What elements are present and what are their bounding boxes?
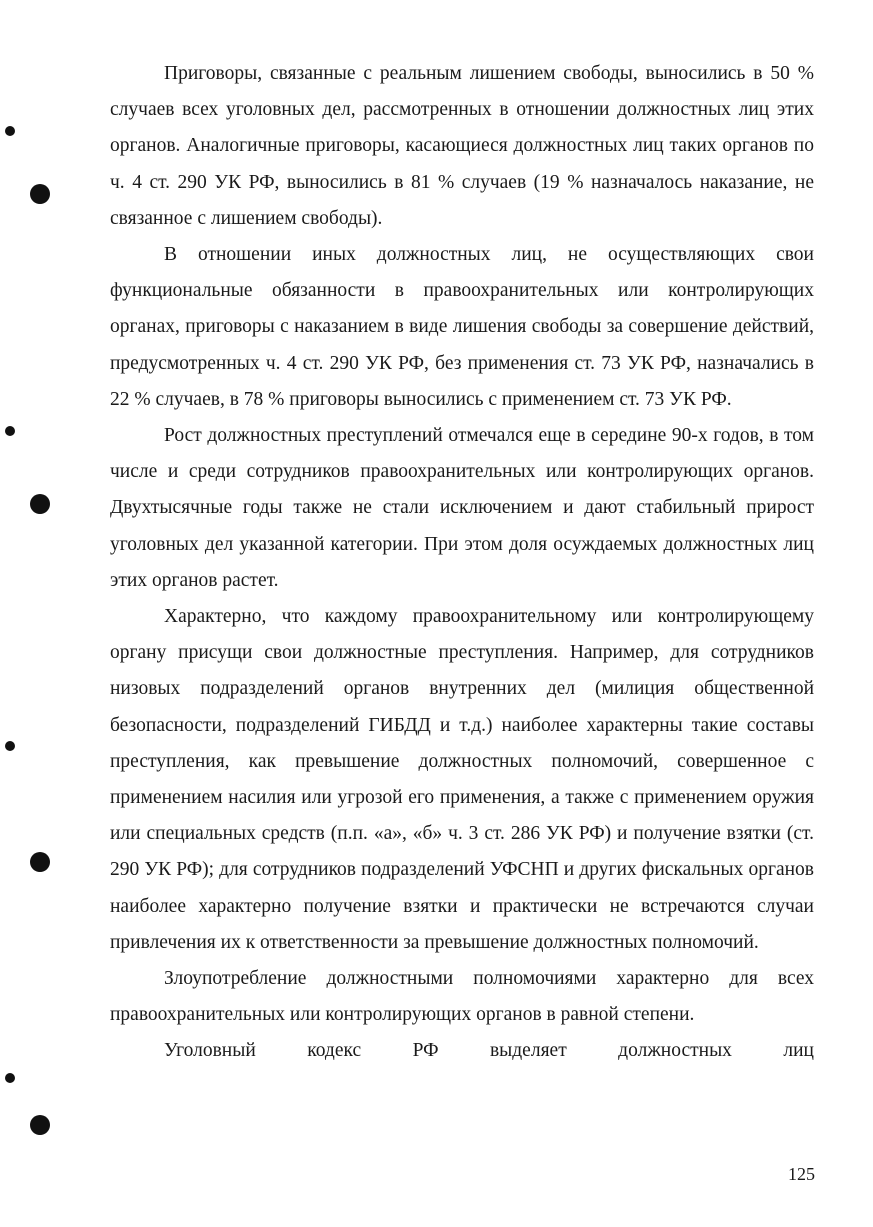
- paragraph-4: Характерно, что каждому правоохранительному или контролирующему органу присущи свои должностные преступления. Например, для сотрудников низовых подразделений органов внутренних дел (милиция общественной безопасности, подразделений ГИБДД и т.д.) наиболее характерны такие составы преступления, как превышение должностных полномочий, совершенное с применением насилия или угрозой его применения, а также с применением оружия или специальных средств (п.п. «а», «б» ч. 3 ст. 286 УК РФ) и получение взятки (ст. 290 УК РФ); для сотрудников подразделений УФСНП и других фискальных органов наиболее характерно получение взятки и практически не встречаются случаи привлечения их к ответственности за превышение должностных полномочий.: [110, 606, 814, 953]
- paragraph-6: Уголовный кодекс РФ выделяет должностных лиц: [164, 1040, 814, 1062]
- body-text: [110, 56, 814, 1070]
- punch-hole-mark: [5, 741, 15, 751]
- paragraph-3: Рост должностных преступлений отмечался еще в середине 90-х годов, в том числе и среди сотрудников правоохранительных или контролирующих органов. Двухтысячные годы также не стали исключением и дают стабильный прирост уголовных дел указанной категории. При этом доля осуждаемых должностных лиц этих органов растет.: [110, 425, 814, 591]
- paragraph-2: В отношении иных должностных лиц, не осуществляющих свои функциональные обязанности в правоохранительных или контролирующих органах, приговоры с наказанием в виде лишения свободы за совершение действий, предусмотренных ч. 4 ст. 290 УК РФ, без применения ст. 73 УК РФ, назначались в 22 % случаев, в 78 % приговоры выносились с применением ст. 73 УК РФ.: [110, 244, 814, 410]
- punch-hole-mark: [30, 852, 50, 872]
- paragraph-5: Злоупотребление должностными полномочиями характерно для всех правоохранительных или контролирующих органов в равной степени.: [110, 968, 814, 1026]
- punch-hole-mark: [30, 184, 50, 204]
- punch-hole-mark: [5, 1073, 15, 1083]
- punch-hole-mark: [30, 494, 50, 514]
- punch-hole-mark: [30, 1115, 50, 1135]
- punch-hole-mark: [5, 426, 15, 436]
- page-number: 125: [788, 1164, 815, 1184]
- paragraph-1: Приговоры, связанные с реальным лишением свободы, выносились в 50 % случаев всех уголовных дел, рассмотренных в отношении должностных лиц этих органов. Аналогичные приговоры, касающиеся должностных лиц таких органов по ч. 4 ст. 290 УК РФ, выносились в 81 % случаев (19 % назначалось наказание, не связанное с лишением свободы).: [110, 63, 814, 229]
- punch-hole-mark: [5, 126, 15, 136]
